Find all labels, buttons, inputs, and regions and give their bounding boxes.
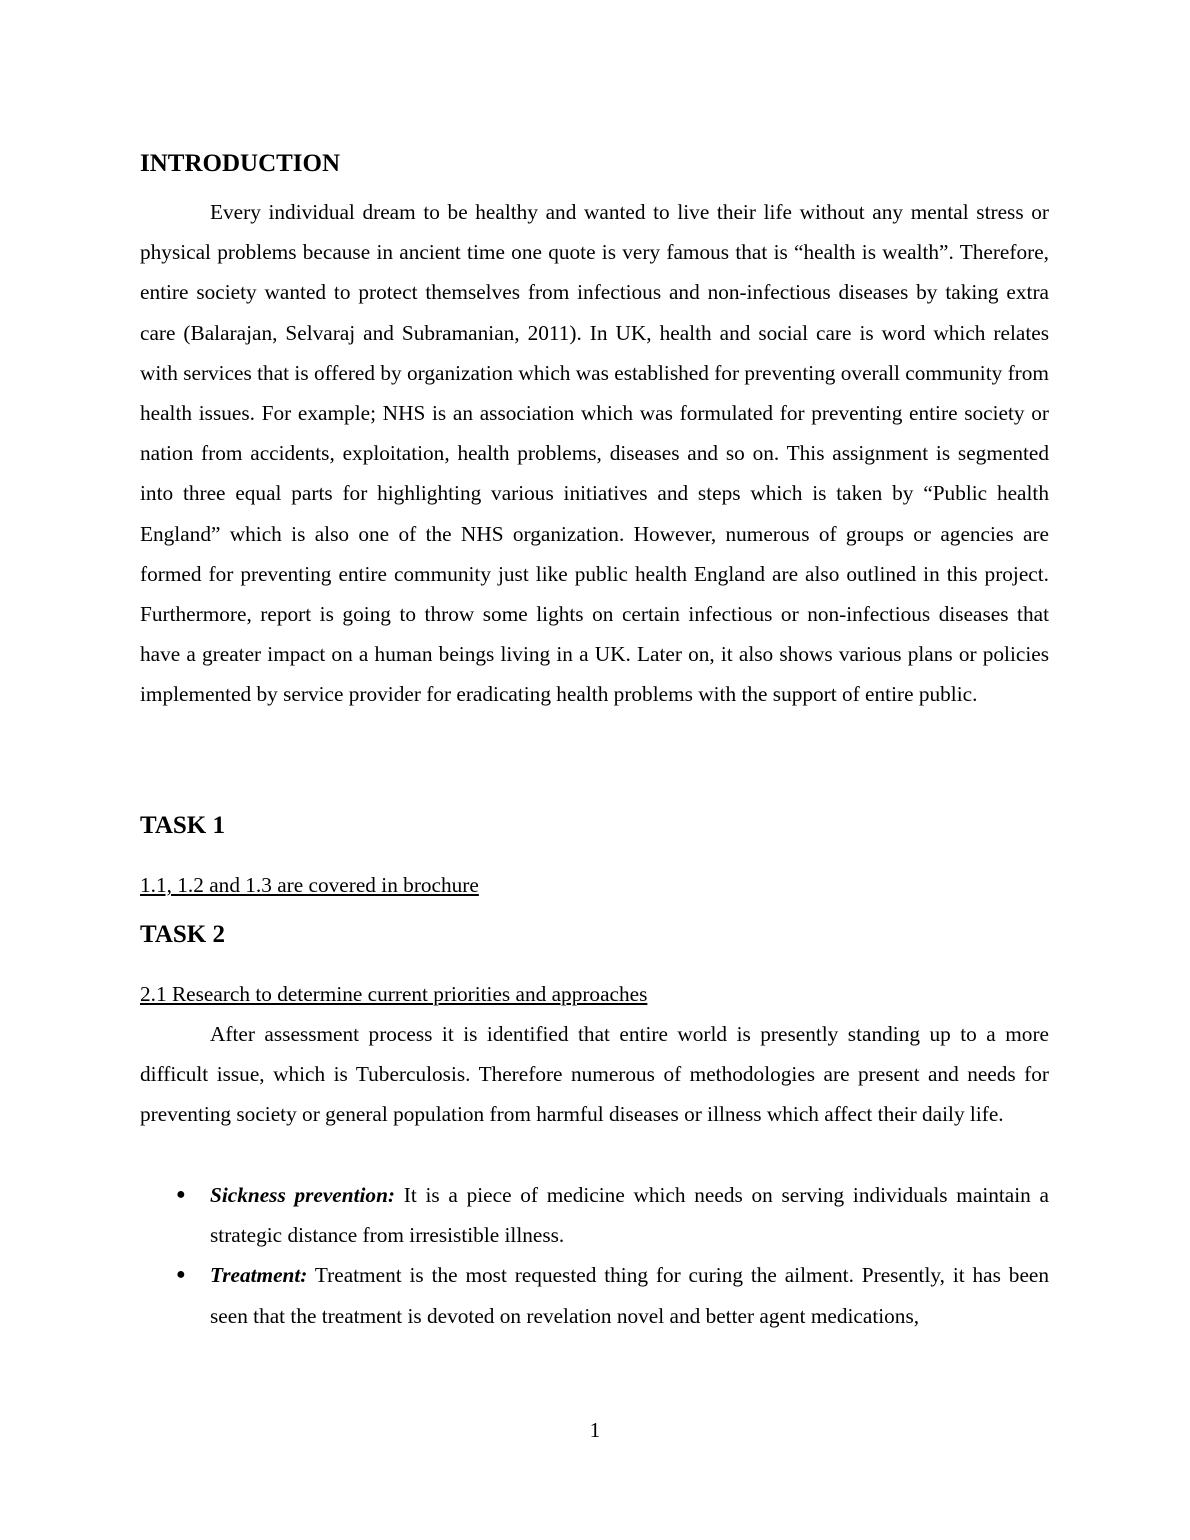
task1-subheading: 1.1, 1.2 and 1.3 are covered in brochure (140, 873, 479, 897)
list-item (140, 1255, 1049, 1335)
introduction-paragraph: Every individual dream to be healthy and wanted to live their life without any mental stress or physical problems because in ancient time one quote is very famous that is “health is wealth”. Therefore, entire society wanted to protect themselves from infectious and non-infectious diseases by taking extra care (Balarajan, Selvaraj and Subramanian, 2011). In UK, health and social care is word which relates with services that is offered by organization which was established for preventing overall community from health issues. For example; NHS is an association which was formulated for preventing entire society or nation from accidents, exploitation, health problems, diseases and so on. This assignment is segmented into three equal parts for highlighting various initiatives and steps which is taken by “Public health England” which is also one of the NHS organization. However, numerous of groups or agencies are formed for preventing entire community just like public health England are also outlined in this project. Furthermore, report is going to throw some lights on certain infectious or non-infectious diseases that have a greater impact on a human beings living in a UK. Later on, it also shows various plans or policies implemented by service provider for eradicating health problems with the support of entire public. (140, 200, 1049, 707)
introduction-heading: INTRODUCTION (140, 150, 341, 177)
task2-heading: TASK 2 (140, 921, 225, 948)
approaches-list (140, 1175, 1049, 1336)
page-number: 1 (589, 1418, 601, 1442)
task2-subheading: 2.1 Research to determine current priorities and approaches (140, 982, 648, 1006)
task2-paragraph: After assessment process it is identified that entire world is presently standing up to a more difficult issue, which is Tuberculosis. Therefore numerous of methodologies are present and needs for preventing society or general population from harmful diseases or illness which affect their daily life. (140, 1022, 1049, 1127)
bullet-text: It is a piece of medicine which needs on serving individuals maintain a strategic distance from irresistible illness. (210, 1183, 1050, 1248)
task1-heading: TASK 1 (140, 812, 225, 839)
bullet-term: Sickness prevention: (210, 1183, 396, 1207)
bullet-icon: ● (176, 1266, 186, 1284)
bullet-text: Treatment is the most requested thing for curing the ailment. Presently, it has been seen that the treatment is devoted on revelation novel and better agent medications, (210, 1263, 1049, 1328)
list-item (140, 1175, 1049, 1255)
bullet-term: Treatment: (210, 1263, 308, 1288)
bullet-icon: ● (176, 1186, 186, 1203)
